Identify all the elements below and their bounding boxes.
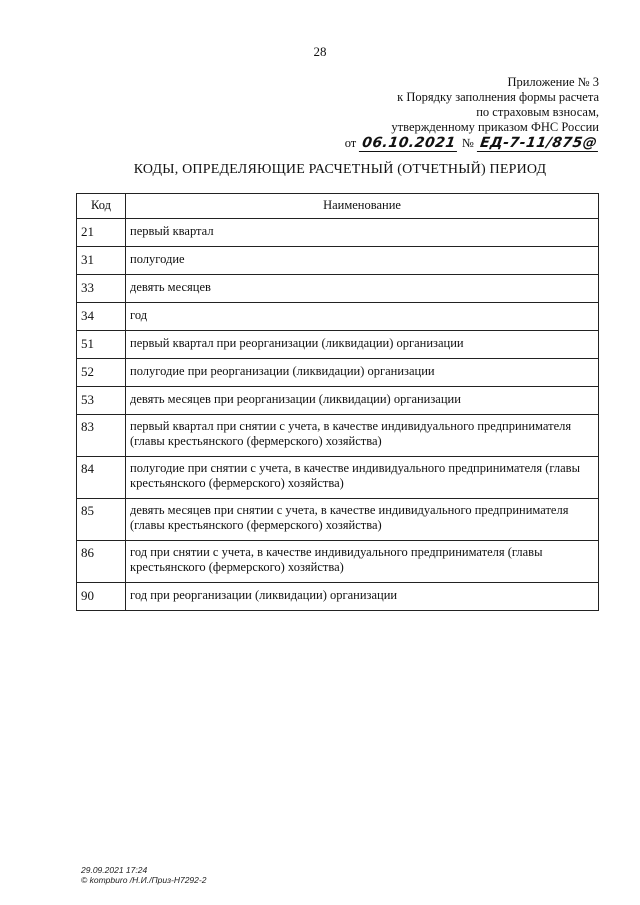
code-cell: 90 (77, 583, 126, 611)
appendix-approval: утвержденному приказом ФНС России (391, 120, 599, 134)
name-cell: год (126, 303, 599, 331)
name-cell: девять месяцев (126, 275, 599, 303)
name-cell: девять месяцев при снятии с учета, в качестве индивидуального предпринимателя (главы крестьянского (фермерского) хозяйства) (126, 499, 599, 541)
code-cell: 53 (77, 387, 126, 415)
print-timestamp: 29.09.2021 17:24 (81, 865, 148, 875)
appendix-header (339, 75, 599, 152)
table-row (77, 331, 599, 359)
table-row (77, 415, 599, 457)
column-header-name: Наименование (126, 194, 599, 219)
code-cell: 33 (77, 275, 126, 303)
table-row (77, 275, 599, 303)
table-row (77, 541, 599, 583)
period-codes-table (76, 193, 599, 611)
column-header-code: Код (77, 194, 126, 219)
code-cell: 51 (77, 331, 126, 359)
name-cell: полугодие (126, 247, 599, 275)
appendix-procedure: к Порядку заполнения формы расчета (397, 90, 599, 104)
name-cell: полугодие при снятии с учета, в качестве индивидуального предпринимателя (главы крестьянского (фермерского) хозяйства) (126, 457, 599, 499)
code-cell: 84 (77, 457, 126, 499)
code-cell: 83 (77, 415, 126, 457)
table-row (77, 359, 599, 387)
code-cell: 52 (77, 359, 126, 387)
document-title: КОДЫ, ОПРЕДЕЛЯЮЩИЕ РАСЧЕТНЫЙ (ОТЧЕТНЫЙ) ПЕРИОД (133, 162, 547, 177)
name-cell: полугодие при реорганизации (ликвидации) организации (126, 359, 599, 387)
appendix-number: Приложение № 3 (507, 75, 599, 89)
name-cell: первый квартал при реорганизации (ликвидации) организации (126, 331, 599, 359)
table-row (77, 219, 599, 247)
name-cell: год при снятии с учета, в качестве индивидуального предпринимателя (главы крестьянского (фермерского) хозяйства) (126, 541, 599, 583)
print-source: © kompburo /Н.И./Приз-Н7292-2 (81, 875, 207, 885)
code-cell: 85 (77, 499, 126, 541)
table-header-row (77, 194, 599, 219)
print-footer (81, 865, 206, 885)
table-row (77, 387, 599, 415)
page-number: 28 (313, 44, 327, 59)
order-line (339, 136, 599, 152)
order-prefix: от (344, 136, 357, 150)
order-number-label: № (461, 136, 474, 150)
order-date-handwritten: 06.10.2021 (359, 136, 459, 152)
table-row (77, 457, 599, 499)
code-cell: 21 (77, 219, 126, 247)
code-cell: 34 (77, 303, 126, 331)
name-cell: первый квартал (126, 219, 599, 247)
name-cell: девять месяцев при реорганизации (ликвидации) организации (126, 387, 599, 415)
code-cell: 31 (77, 247, 126, 275)
name-cell: первый квартал при снятии с учета, в качестве индивидуального предпринимателя (главы крестьянского (фермерского) хозяйства) (126, 415, 599, 457)
table-row (77, 583, 599, 611)
table-row (77, 247, 599, 275)
table-row (77, 303, 599, 331)
appendix-form: по страховым взносам, (476, 105, 599, 119)
table-row (77, 499, 599, 541)
order-number-handwritten: ЕД-7-11/875@ (477, 136, 600, 152)
code-cell: 86 (77, 541, 126, 583)
name-cell: год при реорганизации (ликвидации) организации (126, 583, 599, 611)
